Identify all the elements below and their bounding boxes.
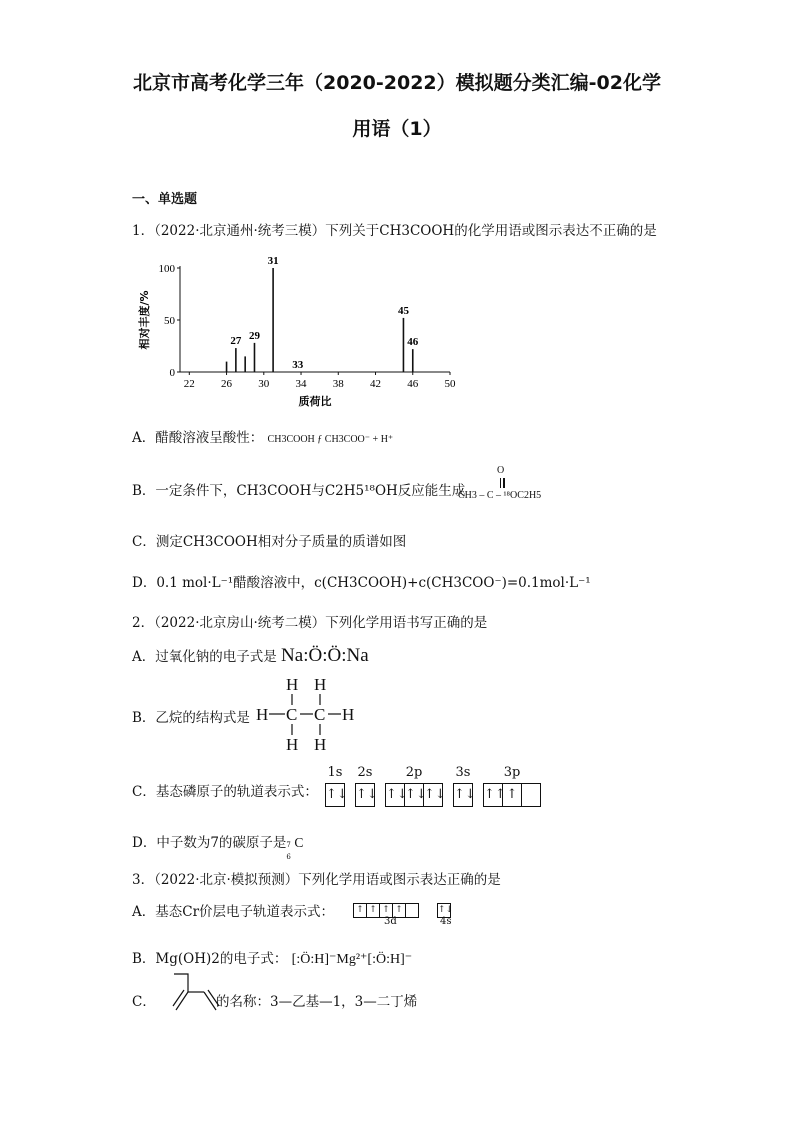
q1-option-c: C．测定CH3COOH相对分子质量的质谱如图 (132, 534, 407, 550)
double-bond-mark (500, 478, 502, 488)
orbital-cell: ↑ (354, 904, 367, 917)
svg-text:C: C (314, 705, 326, 724)
ethane-structure (252, 672, 362, 752)
q3-option-b (132, 947, 412, 968)
orbital-label: 2s (357, 765, 373, 780)
svg-text:H: H (314, 735, 327, 752)
peak-label: 29 (248, 329, 260, 342)
orbital-group (453, 765, 476, 807)
orbital-cell: ↑ (380, 904, 393, 917)
orbital-box (325, 783, 348, 807)
x-tick-label: 42 (370, 378, 382, 390)
ester-structure: CH3 – C – ¹⁸OC2H5 (458, 490, 542, 501)
orbital-label: 2p (405, 765, 423, 780)
phosphorus-orbital-diagram (325, 765, 551, 807)
diene-skeletal-structure (170, 968, 220, 1016)
svg-text:C: C (286, 705, 298, 724)
orbital-cell (406, 904, 418, 917)
orbital-label: 3p (503, 765, 521, 780)
svg-text:H: H (286, 675, 299, 694)
q2-option-c-label: C．基态磷原子的轨道表示式： (132, 784, 318, 800)
orbital-label: 1s (327, 765, 343, 780)
q2-stem: 2．（2022·北京房山·统考二模）下列化学用语书写正确的是 (132, 615, 488, 631)
page-title-line2: 用语（1） (352, 118, 442, 140)
sodium-peroxide-formula: Na:Ö:Ö:Na (281, 645, 369, 666)
peak-label: 33 (292, 359, 304, 371)
q3-option-c-label: C． (132, 994, 156, 1010)
orbital-box (385, 783, 446, 807)
q1-option-a-label: A．醋酸溶液呈酸性： (132, 430, 264, 446)
y-axis-title: 相对丰度/% (138, 290, 151, 350)
x-tick-label: 34 (295, 378, 307, 390)
peak-label: 45 (397, 304, 409, 317)
orbital-group (325, 765, 348, 807)
magnesium-hydroxide-formula: [:Ö:H]⁻Mg²⁺[:Ö:H]⁻ (291, 952, 413, 967)
orbital-cell: ↑ (393, 904, 406, 917)
x-tick-label: 30 (258, 378, 270, 390)
q1-option-a (132, 426, 393, 446)
orbital-cell: ↑↓ (424, 787, 446, 802)
orbital-group (483, 765, 541, 807)
y-tick-label: 50 (164, 315, 175, 327)
cr-3d-label: 3d (384, 916, 397, 927)
orbital-box (355, 783, 378, 807)
orbital-cell (522, 784, 540, 806)
x-tick-label: 22 (183, 378, 195, 390)
orbital-box (453, 783, 476, 807)
x-tick-label: 26 (221, 378, 233, 390)
q2-option-d-text: D．中子数为7的碳原子是 (132, 835, 287, 851)
x-axis-title: 质荷比 (298, 395, 332, 408)
x-tick-label: 38 (332, 378, 344, 390)
y-tick-label: 100 (158, 263, 175, 275)
orbital-cell: ↑↓ (405, 784, 424, 806)
peak-label: 31 (267, 255, 279, 267)
q2-option-a (132, 645, 369, 667)
q3-stem: 3．（2022·北京·模拟预测）下列化学用语或图示表达正确的是 (132, 872, 501, 888)
carbon-nuclide: C (294, 835, 304, 850)
peak-label: 27 (230, 335, 242, 348)
q2-option-d: D．中子数为7的碳原子是 7 6 C (132, 835, 304, 861)
q3-option-c-text: 的名称：3—乙基—1，3—二丁烯 (216, 994, 418, 1010)
svg-text:H: H (314, 675, 327, 694)
orbital-cell: ↑↓ (438, 905, 454, 915)
svg-text:H: H (256, 705, 269, 724)
x-tick-label: 50 (444, 378, 456, 390)
q2-option-b-label: B．乙烷的结构式是 (132, 710, 250, 726)
x-tick-label: 46 (407, 378, 419, 390)
q3-option-b-label: B．Mg(OH)2的电子式： (132, 951, 288, 967)
q3-option-a-label: A．基态Cr价层电子轨道表示式： (132, 904, 335, 920)
svg-text:H: H (342, 705, 355, 724)
orbital-cell: ↑↓ (386, 784, 405, 806)
orbital-cell: ↑ (503, 784, 522, 806)
carbonyl-oxygen: O (497, 465, 505, 476)
orbital-group (385, 765, 446, 807)
page-title: 北京市高考化学三年（2020-2022）模拟题分类汇编-02化学 (133, 72, 661, 94)
orbital-box (483, 783, 541, 807)
orbital-cell: ↑↓ (356, 787, 378, 802)
orbital-label: 3s (455, 765, 471, 780)
cr-4s-label: 4s (440, 916, 452, 927)
y-tick-label: 0 (169, 367, 175, 379)
q1-option-a-expr: CH3COOH ƒ CH3COO⁻ + H⁺ (267, 434, 394, 445)
q1-stem: 1．（2022·北京通州·统考三模）下列关于CH3COOH的化学用语或图示表达不正确的是 (132, 223, 657, 239)
svg-text:H: H (286, 735, 299, 752)
orbital-cell: ↑↓ (454, 787, 476, 802)
section-heading: 一、单选题 (132, 192, 198, 207)
orbital-cell: ↑↓ (326, 787, 348, 802)
q1-option-d: D．0.1 mol·L⁻¹醋酸溶液中，c(CH3COOH)+c(CH3COO⁻)=0.1mol·L⁻¹ (132, 575, 591, 591)
orbital-group (355, 765, 378, 807)
q2-option-a-label: A．过氧化钠的电子式是 (132, 649, 277, 665)
q1-option-b: B．一定条件下，CH3COOH与C2H5¹⁸OH反应能生成 (132, 483, 466, 499)
orbital-cell: ↑↑ (484, 784, 503, 806)
orbital-cell: ↑ (367, 904, 380, 917)
peak-label: 46 (407, 336, 419, 349)
mass-spectrum-chart (132, 250, 462, 410)
